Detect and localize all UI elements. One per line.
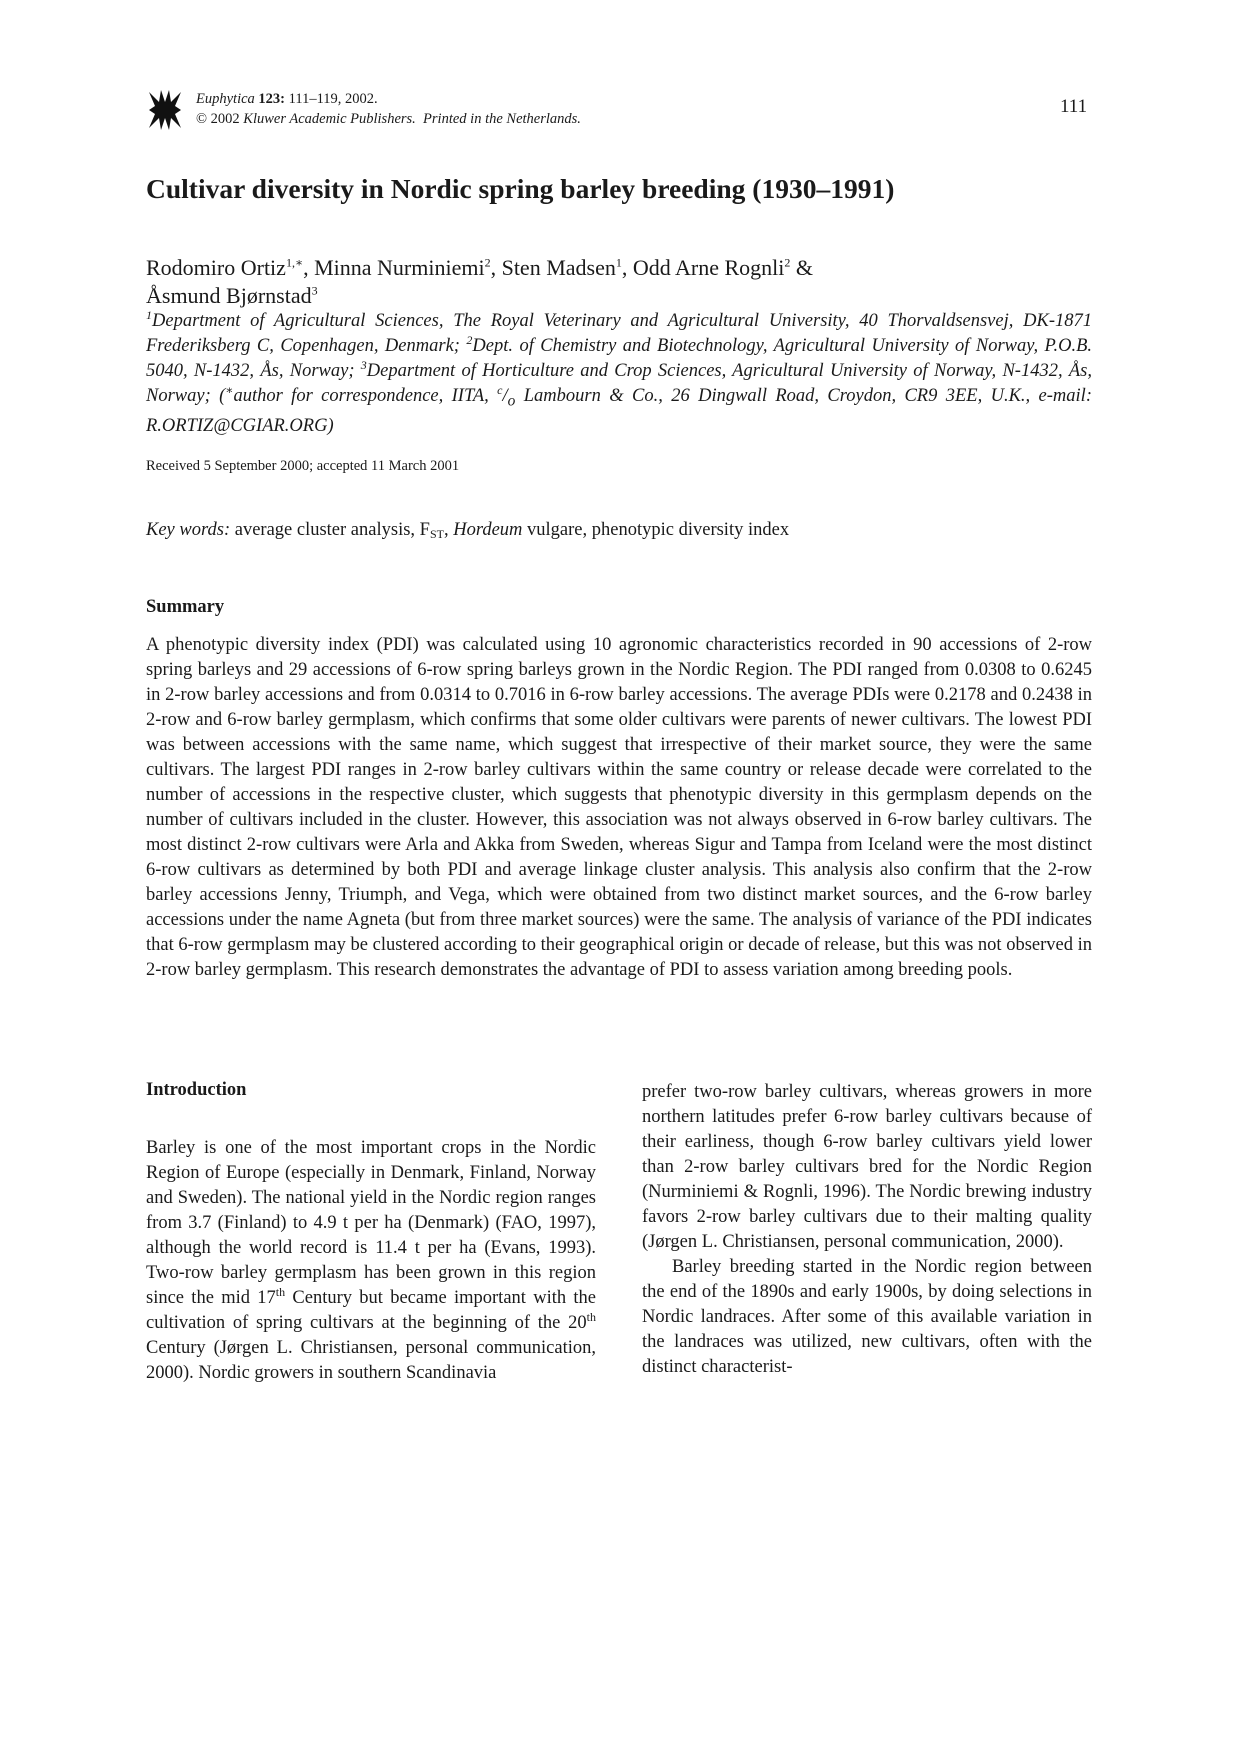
affiliation-mark: 3 — [360, 357, 367, 372]
intro-text-continuation: Century (Jørgen L. Christiansen, personal communication, 2000). Nordic growers in southern Scandinavia — [146, 1338, 596, 1383]
pages-year: 111–119, 2002. — [288, 91, 378, 107]
care-of-c: c — [497, 382, 503, 397]
copyright-symbol: © — [196, 111, 208, 127]
author-affiliation-mark: 3 — [311, 283, 318, 298]
keyword-genus: Hordeum — [453, 520, 523, 540]
author-list — [146, 254, 1106, 310]
author-affiliation-mark: 1,∗ — [285, 255, 304, 270]
keywords — [146, 520, 789, 541]
page-number: 111 — [1060, 96, 1088, 117]
keywords-text: average cluster analysis, F — [230, 520, 430, 540]
care-of-o: o — [507, 392, 516, 410]
author-separator: , — [621, 255, 633, 280]
author-separator: , — [490, 255, 502, 280]
intro-text: Barley is one of the most important crops in the Nordic Region of Europe (especially in Denmark, Finland, Norway and Sweden). The national yield in the Nordic region ranges from 3.7 (Finland) to 4.9 t per ha (Denmark) (FAO, 1997), although the world record is 11.4 t per ha (Evans, 1993). Two-row barley germplasm has been grown in this region since the mid 17 — [146, 1138, 596, 1308]
intro-paragraph-1-right: prefer two-row barley cultivars, whereas growers in more northern latitudes prefer 6-row barley cultivars because of their earliness, though 6-row barley cultivars yield lower than 2-row barley cultivars bred for the Nordic Region (Nurminiemi & Rognli, 1996). The Nordic brewing industry favors 2-row barley cultivars due to their malting quality (Jørgen L. Christiansen, personal communication, 2000). — [642, 1082, 1092, 1252]
intro-paragraph-1-left — [146, 1136, 596, 1386]
intro-right-column — [642, 1080, 1092, 1380]
affiliations — [146, 309, 1092, 439]
author-separator: & — [790, 255, 814, 280]
author-separator: , — [303, 255, 315, 280]
author-affiliation-mark: 1 — [615, 255, 622, 270]
affiliation-1: Department of Agricultural Sciences, The Royal Veterinary and Agricultural University, 40 Thorvaldsensvej, DK-1871 Frederiksberg C, Copenhagen, Denmark; — [146, 311, 1092, 356]
citation-line-2 — [196, 109, 581, 129]
summary-text: A phenotypic diversity index (PDI) was calculated using 10 agronomic characteristics recorded in 90 accessions of 2-row spring barleys and 29 accessions of 6-row spring barleys grown in the Nordic Region. The PDI ranged from 0.0308 to 0.6245 in 2-row barley accessions and from 0.0314 to 0.7016 in 6-row barley accessions. The average PDIs were 0.2178 and 0.2438 in 2-row and 6-row barley germplasm, which confirms that some older cultivars were parents of newer cultivars. The lowest PDI was between accessions with the same name, which suggest that irrespective of their market source, they were the same cultivars. The largest PDI ranges in 2-row barley cultivars within the same country or release decade were correlated to the number of accessions in the respective cluster, which suggests that phenotypic diversity in this germplasm depends on the number of cultivars included in the cluster. However, this association was not always observed in 6-row barley cultivars. The most distinct 2-row cultivars were Arla and Akka from Sweden, whereas Sigur and Tampa from Iceland were the most distinct 6-row cultivars as determined by both PDI and average linkage cluster analysis. This analysis also confirm that the 2-row barley accessions Jenny, Triumph, and Vega, which were obtained from two distinct market sources, and the 6-row barley accessions under the name Agneta (but from three market sources) were the same. The analysis of variance of the PDI indicates that 6-row germplasm may be clustered according to their geographical origin or decade of release, but this was not observed in 2-row barley germplasm. This research demonstrates the advantage of PDI to assess variation among breeding pools. — [146, 635, 1092, 980]
fst-subscript: ST — [429, 527, 444, 541]
introduction-heading: Introduction — [146, 1080, 247, 1100]
publisher: Kluwer Academic Publishers. — [243, 111, 416, 127]
author-name: Åsmund Bjørnstad — [146, 283, 312, 308]
affiliation-mark: 1 — [146, 307, 152, 322]
intro-text: Century but became important with the cultivation of spring cultivars at the beginning of the 20 — [146, 1288, 596, 1333]
volume: 123: — [258, 91, 286, 107]
correspondence-text: author for correspondence, IITA, — [233, 386, 498, 406]
journal-citation — [196, 89, 581, 129]
affiliation-3: Department of Horticulture and Crop Sciences, Agricultural University of Norway, N-1432, Ås, Norway; ( — [146, 361, 1093, 406]
author-name: Odd Arne Rognli — [632, 255, 785, 280]
intro-paragraph-2: Barley breeding started in the Nordic region between the end of the 1890s and early 1900s, by doing selections in Nordic landraces. After some of this available variation in the landraces was utilized, new cultivars, often with the distinct characterist- — [642, 1257, 1092, 1377]
keywords-label: Key words: — [146, 520, 231, 540]
journal-name: Euphytica — [196, 91, 255, 107]
ordinal-suffix: th — [586, 1309, 596, 1324]
copyright-year: 2002 — [210, 111, 240, 127]
author-name: Minna Nurminiemi — [314, 255, 485, 280]
summary-heading: Summary — [146, 597, 225, 617]
paper-title: Cultivar diversity in Nordic spring barley breeding (1930–1991) — [146, 173, 895, 204]
citation-line-1 — [196, 89, 581, 109]
keywords-comma: , — [443, 520, 454, 540]
affiliation-2: Dept. of Chemistry and Biotechnology, Agricultural University of Norway, P.O.B. 5040, N-1432, Ås, Norway; — [146, 336, 1092, 381]
author-name: Sten Madsen — [501, 255, 616, 280]
printed-note: Printed in the Netherlands. — [423, 111, 581, 127]
correspondence-address: Lambourn & Co., 26 Dingwall Road, Croydon, CR9 3EE, U.K., e-mail: R.ORTIZ@CGIAR.ORG) — [146, 386, 1092, 436]
keywords-text-end: vulgare, phenotypic diversity index — [522, 520, 790, 540]
affiliation-mark: 2 — [466, 332, 473, 347]
received-dates: Received 5 September 2000; accepted 11 March 2001 — [146, 458, 460, 474]
ordinal-suffix: th — [275, 1284, 286, 1299]
author-name: Rodomiro Ortiz — [146, 255, 286, 280]
author-affiliation-mark: 2 — [484, 255, 491, 270]
kluwer-logo-icon — [147, 88, 183, 132]
correspondence-mark: ∗ — [225, 382, 234, 397]
author-affiliation-mark: 2 — [784, 255, 791, 270]
care-of-slash: / — [502, 386, 508, 406]
